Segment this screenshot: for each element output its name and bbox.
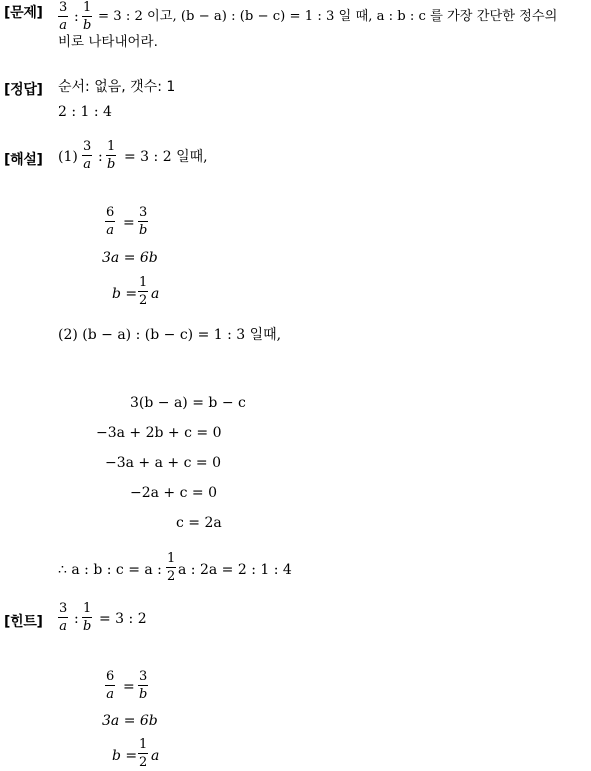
fraction-bar xyxy=(82,155,92,156)
problem-fraction-3-over-a xyxy=(58,1,68,32)
hint-eq1-rhs-fraction xyxy=(138,670,148,701)
fraction-bar xyxy=(58,617,68,618)
ratio-colon: : xyxy=(98,149,103,165)
fraction-denominator: a xyxy=(59,18,68,33)
fraction-bar xyxy=(138,291,148,292)
fraction-denominator: a xyxy=(83,157,92,172)
eq4: 3(b − a) = b − c xyxy=(130,395,246,411)
problem-statement-line2: 비로 나타내어라. xyxy=(58,34,158,50)
conclusion-prefix: ∴ a : b : c = a : xyxy=(58,562,162,578)
problem-fraction-1-over-b xyxy=(82,1,92,32)
fraction-denominator: 2 xyxy=(139,755,148,770)
fraction-numerator: 3 xyxy=(59,601,68,616)
step1-prefix: (1) xyxy=(58,149,78,165)
ratio-colon: : xyxy=(74,9,79,25)
eq1-equals: = xyxy=(123,215,135,231)
fraction-denominator: b xyxy=(107,157,116,172)
fraction-numerator: 1 xyxy=(83,601,92,616)
fraction-numerator: 1 xyxy=(167,551,176,566)
fraction-numerator: 3 xyxy=(139,205,148,220)
fraction-denominator: b xyxy=(83,18,92,33)
hint-eq3-variable: a xyxy=(151,748,160,764)
step1-fraction-3-over-a xyxy=(82,140,92,171)
eq6: −3a + a + c = 0 xyxy=(105,455,221,471)
ratio-colon: : xyxy=(74,611,79,627)
conclusion-fraction-half xyxy=(166,552,176,583)
problem-statement-line1: = 3 : 2 이고, (b − a) : (b − c) = 1 : 3 일 때, a : b : c 를 가장 간단한 정수의 xyxy=(98,9,558,24)
eq3-fraction-half xyxy=(138,276,148,307)
hint-eq3-fraction-half xyxy=(138,738,148,769)
eq3-variable: a xyxy=(151,286,160,302)
eq8: c = 2a xyxy=(176,515,222,531)
fraction-denominator: 2 xyxy=(139,293,148,308)
hint-fraction-1-over-b xyxy=(82,602,92,633)
hint-label: [힌트] xyxy=(4,614,43,630)
fraction-numerator: 3 xyxy=(139,669,148,684)
explanation-label: [해설] xyxy=(4,152,43,168)
fraction-numerator: 1 xyxy=(83,0,92,15)
answer-label: [정답] xyxy=(4,82,43,98)
fraction-denominator: b xyxy=(139,223,148,238)
fraction-denominator: a xyxy=(106,687,115,702)
fraction-bar xyxy=(138,221,148,222)
answer-value: 2 : 1 : 4 xyxy=(58,104,112,120)
fraction-denominator: 2 xyxy=(167,569,176,584)
fraction-denominator: b xyxy=(139,687,148,702)
fraction-bar xyxy=(138,685,148,686)
hint-eq2: 3a = 6b xyxy=(102,713,158,729)
eq7: −2a + c = 0 xyxy=(130,485,217,501)
hint-fraction-3-over-a xyxy=(58,602,68,633)
hint-eq1-equals: = xyxy=(123,679,135,695)
fraction-denominator: a xyxy=(59,619,68,634)
hint-eq1-lhs-fraction xyxy=(105,670,115,701)
eq2-3a-equals-6b: 3a = 6b xyxy=(102,250,158,266)
fraction-denominator: b xyxy=(83,619,92,634)
fraction-bar xyxy=(106,155,116,156)
eq3-lhs: b = xyxy=(112,286,138,302)
step1-suffix: = 3 : 2 일때, xyxy=(124,149,208,165)
step1-fraction-1-over-b xyxy=(106,140,116,171)
fraction-numerator: 3 xyxy=(83,139,92,154)
fraction-numerator: 1 xyxy=(139,737,148,752)
hint-eq3-lhs: b = xyxy=(112,748,138,764)
fraction-numerator: 6 xyxy=(106,669,115,684)
problem-label: [문제] xyxy=(4,5,43,21)
fraction-bar xyxy=(105,685,115,686)
conclusion-suffix: a : 2a = 2 : 1 : 4 xyxy=(178,562,292,578)
fraction-numerator: 3 xyxy=(59,0,68,15)
eq5: −3a + 2b + c = 0 xyxy=(96,425,222,441)
step2-statement: (2) (b − a) : (b − c) = 1 : 3 일때, xyxy=(58,327,282,343)
fraction-denominator: a xyxy=(106,223,115,238)
fraction-bar xyxy=(58,16,68,17)
eq1-lhs-fraction xyxy=(105,206,115,237)
fraction-numerator: 1 xyxy=(139,275,148,290)
fraction-bar xyxy=(82,617,92,618)
fraction-bar xyxy=(105,221,115,222)
hint-suffix: = 3 : 2 xyxy=(99,611,147,627)
fraction-numerator: 1 xyxy=(107,139,116,154)
fraction-numerator: 6 xyxy=(106,205,115,220)
fraction-bar xyxy=(138,753,148,754)
fraction-bar xyxy=(166,567,176,568)
fraction-bar xyxy=(82,16,92,17)
answer-meta: 순서: 없음, 갯수: 1 xyxy=(58,79,176,95)
eq1-rhs-fraction xyxy=(138,206,148,237)
